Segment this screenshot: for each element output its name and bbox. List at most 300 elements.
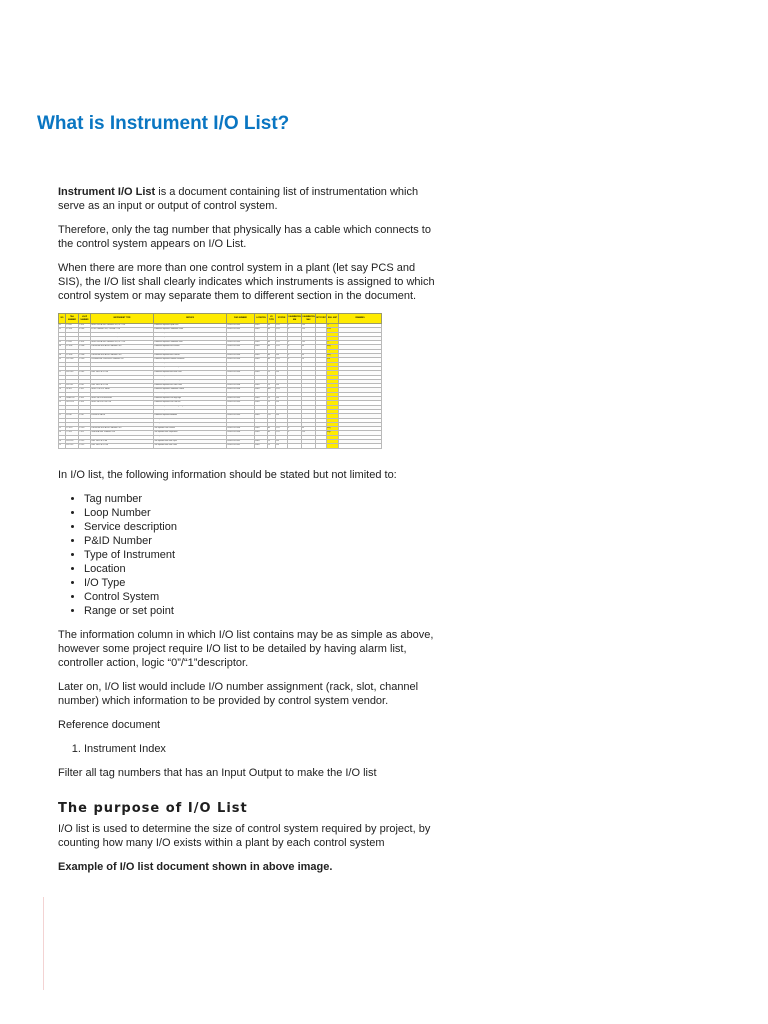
io-table-cell: S-1111 (79, 379, 91, 383)
io-table-cell: DI (268, 401, 276, 405)
io-table-cell: % (327, 392, 339, 396)
io-table-cell: 29 (59, 444, 66, 448)
io-table-cell: L-1114 (79, 401, 91, 405)
io-table-cell: SIS (276, 440, 288, 444)
io-table-cell: FIELD (255, 371, 268, 375)
io-table-cell: 100 (302, 422, 316, 426)
io-table-header-row (59, 314, 382, 324)
io-table-cell: LEVEL SWITCH LOW LOW (91, 401, 154, 405)
reference-list-item: 1. Instrument Index (84, 742, 438, 756)
page-title: What is Instrument I/O List? (37, 113, 290, 134)
io-table-cell: 01 (59, 324, 66, 328)
intro-rest: is a document containing list of instrumentation which serve as an input or output of control system. (58, 186, 419, 212)
io-table-cell: FIELD (255, 328, 268, 332)
io-table-cell: 03 (59, 332, 66, 336)
io-table-cell: kPa (327, 358, 339, 362)
io-table-cell: S-1111 (79, 384, 91, 388)
io-table-cell: P&ID-PR-01-0001 (227, 328, 255, 332)
intro-paragraph (58, 185, 438, 213)
io-table-cell: DI (268, 397, 276, 401)
io-table-cell: m3/h (327, 418, 339, 422)
io-table-header-cell: I/O TYPE (268, 314, 276, 324)
io-table-cell: ZSC-1110 (66, 371, 79, 375)
io-table-cell: ZSO-1110 (66, 366, 79, 370)
io-table-cell: TEMPERATURE TRANSMITTER (91, 349, 154, 353)
io-table-cell: PRESSURE SWITCH HIGH HIGH (91, 405, 154, 409)
io-table-cell: FIELD (255, 440, 268, 444)
io-table-cell: ZT-1112 (66, 392, 79, 396)
io-table-cell: P&ID-PR-01-0005 (227, 409, 255, 413)
io-table-cell: PT-1106 (66, 345, 79, 349)
io-table-cell: PDT-1109 (66, 358, 79, 362)
io-table-cell: DI (268, 440, 276, 444)
io-table-cell: Production Separator Blowdown (154, 414, 227, 418)
io-table-cell: Production Separator Inlet Pressure (154, 354, 227, 358)
io-table-cell: 0 (288, 422, 302, 426)
io-table-cell: Production Separator Condensate Control (154, 388, 227, 392)
io-table-cell: Test Separator Oil Level (154, 422, 227, 426)
io-table-cell: P&ID-PR-01-0005 (227, 401, 255, 405)
io-table-header-cell: CALIBRATION MIN (288, 314, 302, 324)
io-table-cell: L-1104 (79, 336, 91, 340)
io-table-header-cell: INSTRUMENT TYPE (91, 314, 154, 324)
io-table-cell: PCS (276, 336, 288, 340)
io-table-cell: P-1108 (79, 354, 91, 358)
io-table-cell: AI (268, 354, 276, 358)
io-table-cell: % (327, 332, 339, 336)
io-table-cell: DO (268, 435, 276, 439)
io-table-cell: AI (268, 358, 276, 362)
io-table-cell: TT-1107 (66, 349, 79, 353)
info-list (58, 492, 438, 618)
io-table-cell: FIELD (255, 397, 268, 401)
info-list-item: • Tag number (84, 492, 438, 506)
io-table-cell: SIS (276, 405, 288, 409)
io-table-cell: Production Separator Inlet Shutdown Valve (154, 362, 227, 366)
io-table-cell: 07 (59, 349, 66, 353)
io-table-cell: P&ID-PR-01-0003 (227, 366, 255, 370)
io-table-cell: ZSC-1122 (66, 444, 79, 448)
io-table-cell: P&ID-PR-01-0004 (227, 384, 255, 388)
io-table-cell: AI (268, 349, 276, 353)
io-table-cell: PCS (276, 328, 288, 332)
io-table-cell: Production Separator Level Low Low (154, 401, 227, 405)
io-table-cell: P&ID-PR-01-0006 (227, 418, 255, 422)
io-table-cell: FIELD (255, 388, 268, 392)
io-table-cell: PCS (276, 349, 288, 353)
io-table-cell: LT-1101 (66, 324, 79, 328)
io-table-cell: 150 (302, 349, 316, 353)
io-table-cell: LSLL-1114 (66, 401, 79, 405)
io-table-cell: Production Separator Demister Differential (154, 358, 227, 362)
io-table-cell: Production Separator Gas Outlet (154, 349, 227, 353)
io-table-cell: 0 (288, 336, 302, 340)
io-table-cell: DO (268, 362, 276, 366)
io-table-cell: 28 (59, 440, 66, 444)
io-table-cell: P&ID-PR-01-0006 (227, 422, 255, 426)
io-table-cell: X-1110 (79, 366, 91, 370)
io-table-cell: P&ID-PR-01-0007 (227, 444, 255, 448)
reference-list (58, 742, 438, 756)
io-table-cell: F-1102 (79, 328, 91, 332)
io-table-cell: 23 (59, 418, 66, 422)
io-table-cell: P&ID-PR-01-0002 (227, 341, 255, 345)
io-table-cell: L-1119 (79, 422, 91, 426)
io-table-cell: AI (268, 345, 276, 349)
io-table-cell: SIS (276, 414, 288, 418)
io-table-cell: FIELD (255, 405, 268, 409)
io-table-cell: P&ID-PR-01-0002 (227, 336, 255, 340)
io-table-cell: % (327, 336, 339, 340)
io-table-cell: LEVEL INDICATING TRANSMITTER, DP TYPE (91, 341, 154, 345)
io-table-cell: LIMIT SWITCH OPEN (91, 440, 154, 444)
io-table-cell: P&ID-PR-01-0003 (227, 371, 255, 375)
io-table-cell: L-1112 (79, 392, 91, 396)
io-table-cell: FIELD (255, 345, 268, 349)
io-table-cell: 26 (59, 431, 66, 435)
io-table-cell: Production Separator Gas Outlet (154, 375, 227, 379)
io-table-cell: LIMIT SWITCH CLOSE (91, 371, 154, 375)
io-table-cell: DI (268, 379, 276, 383)
io-table-header-cell: P&ID NUMBER (227, 314, 255, 324)
io-table-row (59, 444, 382, 448)
io-table-cell: 100 (302, 332, 316, 336)
io-table-cell: FIELD (255, 401, 268, 405)
io-table-cell: Production Separator Oil Level (154, 336, 227, 340)
io-table-cell: FIELD (255, 366, 268, 370)
io-table-cell: 08 (59, 354, 66, 358)
io-table-cell: 17 (59, 392, 66, 396)
io-table-cell: PRESSURE INDICATING TRANSMITTER (91, 427, 154, 431)
io-table-cell: FIELD (255, 409, 268, 413)
io-table-cell: FIELD (255, 427, 268, 431)
io-table-cell: LIMIT SWITCH CLOSE (91, 444, 154, 448)
io-table-cell: AI (268, 332, 276, 336)
info-list-item: • Loop Number (84, 506, 438, 520)
io-table-cell: P&ID-PR-01-0006 (227, 427, 255, 431)
io-table-cell (316, 444, 327, 448)
io-table-cell: SIS (276, 375, 288, 379)
info-list-item: • Location (84, 562, 438, 576)
io-table-cell: Production Separator Condensate Level (154, 341, 227, 345)
io-table-cell: P&ID-PR-01-0007 (227, 435, 255, 439)
io-table-cell: SIS (276, 397, 288, 401)
io-table-cell: L-1105 (79, 341, 91, 345)
io-table-cell: SIS (276, 409, 288, 413)
io-table-cell: LEVEL INDICATING TRANSMITTER, MAGNETOSTRICTIVE (91, 332, 154, 336)
io-table-body (59, 324, 382, 449)
io-table-cell: FT-1118 (66, 418, 79, 422)
reference-label: Reference document (58, 718, 161, 731)
io-table-cell: Production Separator Pressure High High (154, 405, 227, 409)
io-table-cell: AI (268, 336, 276, 340)
io-table-cell: FLOW TRANSMITTER, TURBINE TYPE (91, 328, 154, 332)
io-table-cell: 0 (288, 358, 302, 362)
io-table-cell: DO (268, 375, 276, 379)
io-table-cell: P-1109 (79, 358, 91, 362)
io-table-cell: FIELD (255, 384, 268, 388)
io-table-cell: DO (268, 414, 276, 418)
io-table-cell: SIS (276, 362, 288, 366)
io-table-cell: FIELD (255, 379, 268, 383)
io-table-cell: 0 (288, 332, 302, 336)
io-table-cell: 14 (59, 379, 66, 383)
io-table-cell: 100 (302, 336, 316, 340)
io-table-cell: FIELD (255, 354, 268, 358)
io-table-header-cell: ENG. UNIT (327, 314, 339, 324)
io-table-cell: FIELD (255, 392, 268, 396)
io-table-cell: PCS (276, 392, 288, 396)
io-table-cell: LT-1104 (66, 336, 79, 340)
io-table-cell: P&ID-PR-01-0004 (227, 375, 255, 379)
io-table-cell: SIS (276, 379, 288, 383)
io-table-cell: FIELD (255, 332, 268, 336)
info-list-item: • I/O Type (84, 576, 438, 590)
io-table-cell: 20 (59, 405, 66, 409)
io-table-cell: PCS (276, 341, 288, 345)
io-table-cell: PCS (276, 427, 288, 431)
io-table-cell: LT-1103 (66, 332, 79, 336)
io-table-cell: PCS (276, 345, 288, 349)
io-table-cell: P&ID-PR-01-0003 (227, 358, 255, 362)
io-table-cell: 06 (59, 345, 66, 349)
io-table-cell: 11 (59, 366, 66, 370)
io-table-header-cell: SERVICE (154, 314, 227, 324)
io-table-cell: P&ID-PR-01-0001 (227, 332, 255, 336)
io-table-cell: 09 (59, 358, 66, 362)
io-table-cell: SIS (276, 435, 288, 439)
io-table-cell: 0 (288, 431, 302, 435)
info-list-item: • P&ID Number (84, 534, 438, 548)
io-table-header-cell: REMARKS (339, 314, 382, 324)
io-table-cell: XV-1117 (66, 414, 79, 418)
io-table-cell: 21 (59, 409, 66, 413)
io-table-cell: AI (268, 422, 276, 426)
io-table-cell: LV-1112 (66, 388, 79, 392)
io-table-cell: 13 (59, 375, 66, 379)
io-table-cell: barg (327, 354, 339, 358)
io-table-cell: 19 (59, 401, 66, 405)
io-table-cell: P&ID-PR-01-0004 (227, 388, 255, 392)
io-table-cell: 150 (302, 431, 316, 435)
io-table-cell: 0 (288, 392, 302, 396)
io-table-cell: PT-1120 (66, 427, 79, 431)
io-table-cell: P&ID-PR-01-0001 (227, 324, 255, 328)
io-table-cell: PCS (276, 358, 288, 362)
io-table-cell (302, 444, 316, 448)
io-table-cell: % (327, 341, 339, 345)
io-table-cell: Test Separator Inlet Valve Open (154, 440, 227, 444)
io-table-cell: FIELD (255, 349, 268, 353)
io-table-cell: AI (268, 341, 276, 345)
io-table-cell: Production Separator Gas Pressure (154, 345, 227, 349)
io-table-cell: 100 (302, 324, 316, 328)
io-table-cell: P&ID-PR-01-0007 (227, 440, 255, 444)
io-table-cell: F-1118 (79, 418, 91, 422)
io-table-cell: FIELD (255, 444, 268, 448)
io-table-cell: FIELD (255, 422, 268, 426)
io-table-header-cell: LOCATION (255, 314, 268, 324)
io-table-cell: DI (268, 366, 276, 370)
io-table-cell: Production Separator Condensate Valve (154, 392, 227, 396)
io-table-cell: LSHH-1113 (66, 397, 79, 401)
io-table-cell: FIELD (255, 341, 268, 345)
io-table-cell: P&ID-PR-01-0006 (227, 431, 255, 435)
io-table-cell: Production Separator Gas Outlet Close (154, 384, 227, 388)
io-table-cell: AI (268, 431, 276, 435)
io-table-cell: L-1103 (79, 332, 91, 336)
io-table-cell: PCS (276, 324, 288, 328)
io-table-cell: LEVEL INDICATING TRANSMITTER, MAGNETOSTRICTIVE (91, 336, 154, 340)
io-table-cell: FIELD (255, 435, 268, 439)
intro-term: Instrument I/O List (58, 186, 156, 198)
io-table-cell: m3/h (327, 328, 339, 332)
page-margin-line (43, 897, 44, 990)
io-table-cell: SIS (276, 444, 288, 448)
io-table-header-cell: CALIBRATION MAX (302, 314, 316, 324)
io-table-cell: barg (327, 427, 339, 431)
io-table-cell: LIMIT SWITCH OPEN (91, 379, 154, 383)
io-table-cell: PSHH-1115 (66, 405, 79, 409)
io-table-cell: P&ID-PR-01-0005 (227, 397, 255, 401)
io-table-cell: XV-1110 (66, 362, 79, 366)
columns-paragraph: The information column in which I/O list contains may be as simple as above, however some project require I/O list to be detailed by having alarm list, controller action, logic “0”/“1”descriptor. (58, 628, 434, 669)
io-table-cell: 0 (288, 418, 302, 422)
multiple-systems-paragraph: When there are more than one control system in a plant (let say PCS and SIS), the I/O list shall clearly indicates which instruments is assigned to which control system or may separate them to different section in the document. (58, 262, 435, 302)
io-table-cell: Production Separator Level High High (154, 397, 227, 401)
io-table-cell: 100 (302, 341, 316, 345)
io-table-cell: 50 (302, 358, 316, 362)
io-table-cell: 0 (288, 427, 302, 431)
io-table-cell: DI (268, 371, 276, 375)
io-table-cell: 0 (288, 349, 302, 353)
io-table-cell: 05 (59, 341, 66, 345)
io-table-cell: 60 (302, 427, 316, 431)
io-table-cell: 16 (59, 388, 66, 392)
io-table-cell: ZSC-1111 (66, 384, 79, 388)
io-table-cell: LIMIT SWITCH CLOSE (91, 384, 154, 388)
io-table-cell: SOLENOID VALVE (91, 414, 154, 418)
io-table-cell: 22 (59, 414, 66, 418)
io-table-cell: 0 (288, 324, 302, 328)
io-table-cell (288, 444, 302, 448)
io-table-cell: SIS (276, 366, 288, 370)
io-table-cell: LEVEL CONTROL VALVE (91, 388, 154, 392)
io-table-cell: FIELD (255, 414, 268, 418)
io-table-cell: DI (268, 409, 276, 413)
io-table-cell: % (327, 422, 339, 426)
io-table-cell: P-1115 (79, 405, 91, 409)
info-list-item: • Control System (84, 590, 438, 604)
info-intro-paragraph: In I/O list, the following information should be stated but not limited to: (58, 468, 397, 481)
io-table-cell: Production Separator Liquid Level (154, 324, 227, 328)
io-table-cell (339, 444, 382, 448)
io-table-cell: FIELD (255, 375, 268, 379)
io-table-cell: X-1117 (79, 414, 91, 418)
info-list-item: • Range or set point (84, 604, 438, 618)
io-table-cell: L-1113 (79, 397, 91, 401)
io-table-cell: LEVEL SWITCH HIGH HIGH (91, 397, 154, 401)
io-table-cell: X-1122 (79, 440, 91, 444)
io-table-cell: 24 (59, 422, 66, 426)
io-table-cell: LT-1119 (66, 422, 79, 426)
io-table-cell: DI (268, 384, 276, 388)
io-table-cell: SDV-1111 (66, 375, 79, 379)
io-table-cell: 0 (288, 345, 302, 349)
io-table-cell: L-1101 (79, 324, 91, 328)
io-table-cell: 27 (59, 435, 66, 439)
io-table-cell: PCS (276, 332, 288, 336)
io-table-cell: P&ID-PR-01-0002 (227, 349, 255, 353)
io-table-cell: P&ID-PR-01-0002 (227, 345, 255, 349)
io-table-cell: barg (327, 345, 339, 349)
io-table-cell: degC (327, 431, 339, 435)
io-table-cell: SHUTDOWN VALVE (91, 362, 154, 366)
io-table-cell: AI (268, 427, 276, 431)
io-table-cell: 500 (302, 418, 316, 422)
io-table-cell: AI (268, 324, 276, 328)
io-table-cell: X-1110 (79, 371, 91, 375)
later-paragraph: Later on, I/O list would include I/O number assignment (rack, slot, channel number) which information to be provided by control system vendor. (58, 680, 419, 707)
io-table-cell: X-1122 (79, 444, 91, 448)
io-table-cell: TEMPERATURE TRANSMITTER (91, 431, 154, 435)
io-table-cell: degC (327, 349, 339, 353)
io-table-cell: PCS (276, 388, 288, 392)
io-table-cell: PCS (276, 422, 288, 426)
io-table-cell: 18 (59, 397, 66, 401)
io-table-cell: % (327, 324, 339, 328)
io-table-cell: Production Separator Pressure Low Low (154, 409, 227, 413)
io-table-cell: DI (268, 444, 276, 448)
io-table-cell: L-1112 (79, 388, 91, 392)
io-table-cell: P-1106 (79, 345, 91, 349)
io-table-cell: S-1111 (79, 375, 91, 379)
io-table-cell: P&ID-PR-01-0004 (227, 379, 255, 383)
io-table-cell: 15 (59, 384, 66, 388)
io-table-cell: SHUTDOWN VALVE (91, 375, 154, 379)
io-table-cell: 12 (59, 371, 66, 375)
io-table-cell: SIS (276, 354, 288, 358)
io-table-cell: 250 (302, 328, 316, 332)
io-table-cell: SHUTDOWN VALVE (91, 435, 154, 439)
io-table-cell: 60 (302, 345, 316, 349)
io-table-cell: FIELD (255, 431, 268, 435)
io-table-header-cell: TAG NUMBER (66, 314, 79, 324)
io-table-cell: T-1107 (79, 349, 91, 353)
example-caption: Example of I/O list document shown in above image. (58, 860, 333, 873)
io-table-cell: Test Separator Inlet Valve Close (154, 444, 227, 448)
filter-paragraph: Filter all tag numbers that has an Input Output to make the I/O list (58, 766, 377, 779)
io-table-cell: POSITION TRANSMITTER (91, 392, 154, 396)
io-table-cell: TT-1121 (66, 431, 79, 435)
io-table-header-cell: SET POINT (316, 314, 327, 324)
io-table-cell: PRESSURE INDICATING TRANSMITTER (91, 354, 154, 358)
io-table-cell: PCS (276, 431, 288, 435)
io-table-cell: FIELD (255, 362, 268, 366)
io-table-cell: 0 (288, 341, 302, 345)
io-table-cell: PSLL-1116 (66, 409, 79, 413)
io-table-cell: PRESSURE INDICATING TRANSMITTER (91, 345, 154, 349)
io-table-cell: AI (268, 328, 276, 332)
io-table-cell: P-1116 (79, 409, 91, 413)
io-table-cell (327, 444, 339, 448)
io-table-cell: FT-1102 (66, 328, 79, 332)
io-table-cell: 25 (59, 427, 66, 431)
io-list-table (58, 313, 382, 449)
io-table-cell: X-1110 (79, 362, 91, 366)
io-table-cell: Production Separator Inlet Valve Close (154, 371, 227, 375)
io-table-cell: Production Separator Condensate Outlet (154, 328, 227, 332)
